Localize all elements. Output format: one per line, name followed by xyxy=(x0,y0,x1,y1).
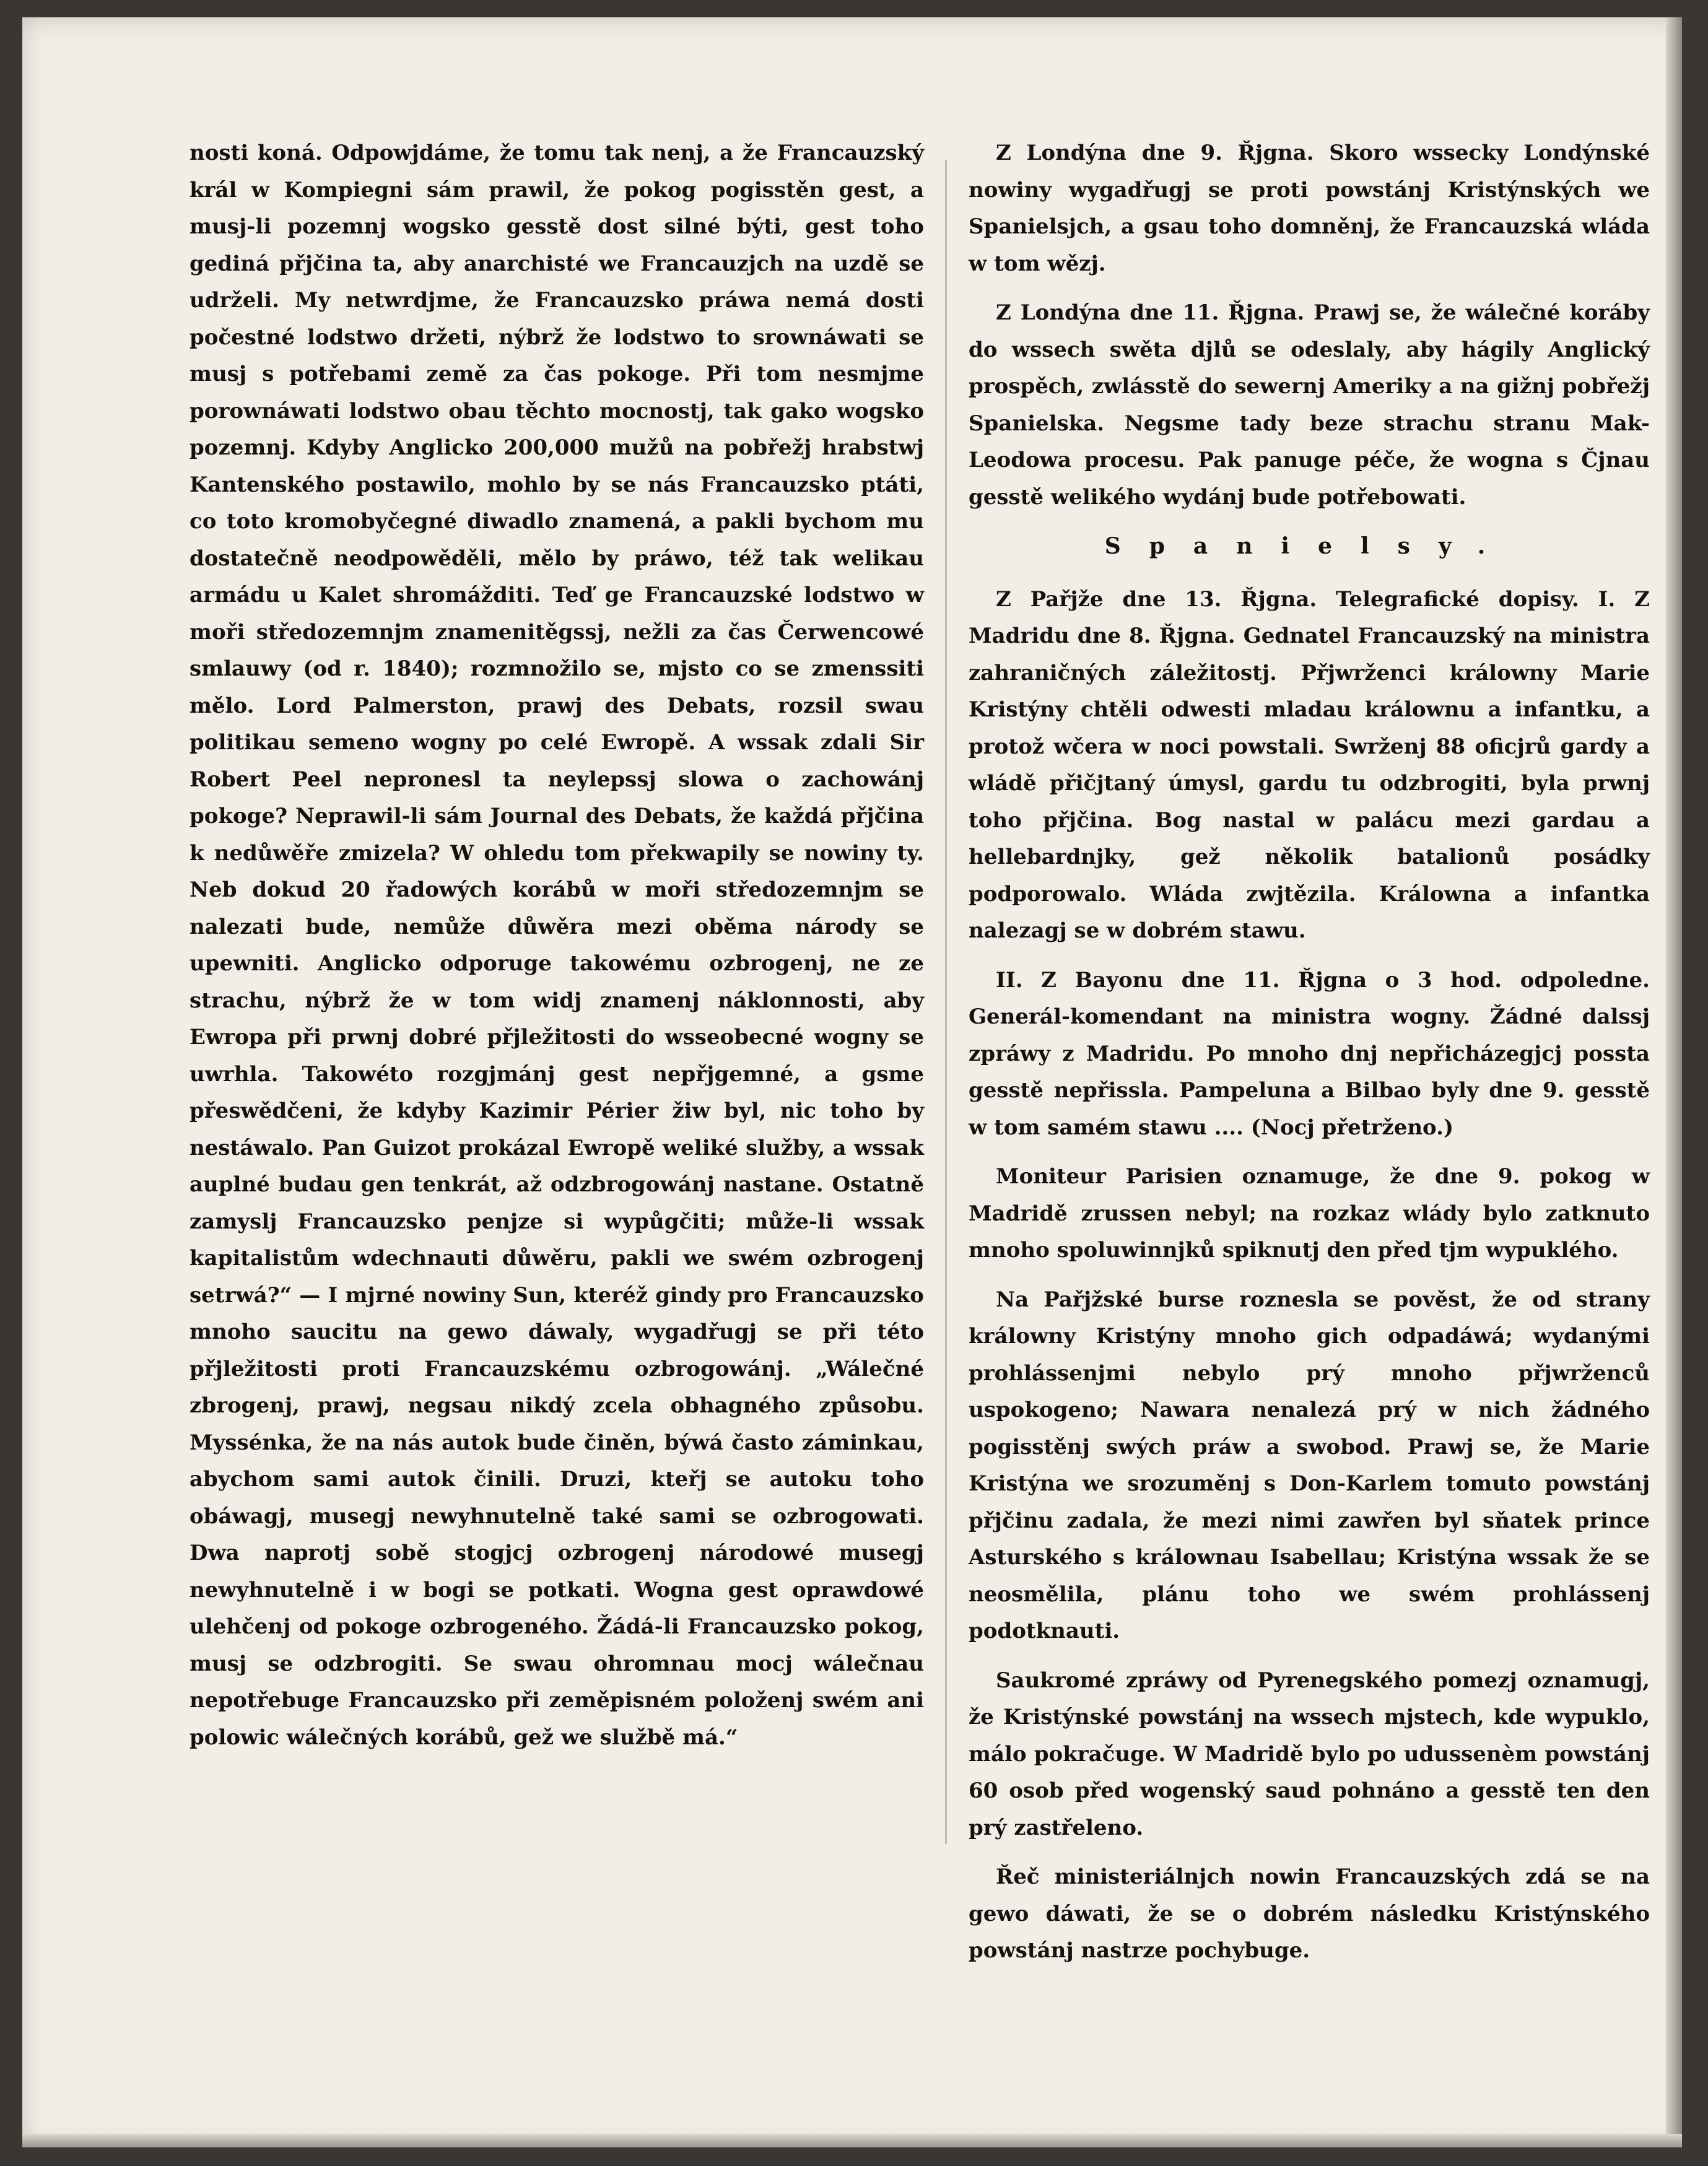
ministerial-newspapers-report: Řeč ministeriálnjch nowin Francauzských zdá se na gewo dáwati, že se o dobrém následku Kristýnského powstánj nastrze pochybuge. xyxy=(969,1864,1650,1963)
paris-bourse-report: Na Pařjžské burse roznesla se pověst, že od strany králowny Kristýny mnoho gich odpadáwá; wydanými prohlássenjmi nebylo prý mnoho přjwrženců uspokogeno; Nawara nenalezá prý w nich žádného pogisstěnj swých práw a swobod. Prawj se, že Marie Kristýna we srozuměnj s Don-Karlem tomuto powstánj přjčinu zadala, že mezi nimi zawřen byl sňatek prince Asturského s králownau Isabellau; Kristýna wssak že se neosmělila, plánu toho we swém prohlássenj podotknauti. xyxy=(969,1287,1650,1643)
right-column xyxy=(969,135,1650,1982)
pyrenees-private-report: Saukromé zpráwy od Pyrenegského pomezj oznamugj, že Kristýnské powstánj na wssech mjstech, kde wypuklo, málo pokračuge. W Madridě bylo po udussenèm powstánj 60 osob před wogenský saud pohnáno a gesstě ten den prý zastřeleno. xyxy=(969,1668,1650,1840)
paris-telegraph-report: Z Pařjže dne 13. Řjgna. Telegrafické dopisy. I. Z Madridu dne 8. Řjgna. Gednatel Francauzský na ministra zahraničných záležitostj. Přjwrženci králowny Marie Kristýny chtěli odwesti mladau králownu a infantku, a protož wčera w noci powstali. Swrženj 88 oficjrů gardy a wládě přičjtaný úmysl, gardu tu odzbrogiti, byla prwnj toho přjčina. Bog nastal w palácu mezi gardau a hellebardnjky, gež několik batalionů posádky podporowalo. Wláda zwjtězila. Králowna a infantka nalezagj se w dobrém stawu. xyxy=(969,586,1650,943)
london-report-oct-9: Z Londýna dne 9. Řjgna. Skoro wssecky Londýnské nowiny wygadřugj se proti powstánj Kristýnských we Spanielsjch, a gsau toho domněnj, že Francauzská wláda w tom wězj. xyxy=(969,141,1650,276)
page-edge-shadow-bottom xyxy=(22,2134,1682,2147)
bayonne-report: II. Z Bayonu dne 11. Řjgna o 3 hod. odpoledne. Generál-komendant na ministra wogny. Žádné dalssj zpráwy z Madridu. Po mnoho dnj nepřicházegjcj possta gesstě nepřissla. Pampeluna a Bilbao byly dne 9. gesstě w tom samém stawu .... (Nocj přetrženo.) xyxy=(969,967,1650,1140)
left-column-paragraph: nosti koná. Odpowjdáme, že tomu tak nenj, a že Francauzský král w Kompiegni sám prawil, že pokog pogisstěn gest, a musj-li pozemnj wogsko gesstě dost silné býti, gest toho gediná přjčina ta, aby anarchisté we Francauzjch na uzdě se udrželi. My netwrdjme, že Francauzsko práwa nemá dosti počestné lodstwo držeti, nýbrž že lodstwo to srownáwati se musj s potřebami země za čas pokoge. Při tom nesmjme porownáwati lodstwo obau těchto mocnostj, tak gako wogsko pozemnj. Kdyby Anglicko 200,000 mužů na pobřežj hrabstwj Kantenského postawilo, mohlo by se nás Francauzsko ptáti, co toto kromobyčegné diwadlo znamená, a pakli bychom mu dostatečně neodpowěděli, mělo by práwo, též tak welikau armádu u Kalet shromážditi. Teď ge Francauzské lodstwo w moři středozemnjm znamenitěgssj, nežli za čas Čerwencowé smlauwy (od r. 1840); rozmnožilo se, mjsto co se zmenssiti mělo. Lord Palmerston, prawj des Debats, rozsil swau politikau semeno wogny po celé Ewropě. A wssak zdali Sir Robert Peel nepronesl ta neylepssj slowa o zachowánj pokoge? Neprawil-li sám Journal des Debats, že každá přjčina k nedůwěře zmizela? W ohledu tom překwapily se nowiny ty. Neb dokud 20 řadowých korábů w moři středozemnjm se nalezati bude, nemůže důwěra mezi oběma národy se upewniti. Anglicko odporuge takowému ozbrogenj, ne ze strachu, nýbrž že w tom widj znamenj náklonnosti, aby Ewropa při prwnj dobré přjležitosti do wsseobecné wogny se uwrhla. Takowéto rozgjmánj gest nepřjgemné, a gsme přeswědčeni, že kdyby Kazimir Périer žiw byl, nic toho by nestáwalo. Pan Guizot prokázal Ewropě weliké služby, a wssak auplné budau gen tenkrát, až odzbrogowánj nastane. Ostatně zamyslj Francauzsko penjze si wypůgčiti; může-li wssak kapitalistům wdechnauti důwěru, pakli we swém ozbrogenj setrwá?“ — I mjrné nowiny Sun, kteréž gindy pro Francauzsko mnoho saucitu na gewo dáwaly, wygadřugj se při této přjležitosti proti Francauzskému ozbrogowánj. „Wálečné zbrogenj, prawj, negsau nikdý zcela obhagného způsobu. Myssénka, že na nás autok bude činěn, býwá často záminkau, abychom sami autok činili. Druzi, kteřj se autoku toho obáwagj, musegj newyhnutelně také sami se ozbrogowati. Dwa naprotj sobě stogjcj ozbrogenj národowé musegj newyhnutelně i w bogi se potkati. Wogna gest oprawdowé ulehčenj od pokoge ozbrogeného. Žádá-li Francauzsko pokog, musj se odzbrogiti. Se swau ohromnau mocj wálečnau nepotřebuge Francauzsko při zeměpisném položenj swém ani polowic wálečných korábů, gež we službě má.“ xyxy=(190,141,924,1750)
page-edge-shadow-right xyxy=(1666,17,1682,2147)
newspaper-page xyxy=(22,17,1682,2147)
london-report-oct-11: Z Londýna dne 11. Řjgna. Prawj se, že wálečné koráby do wssech swěta djlů se odeslaly, aby hágily Anglický prospěch, zwlásstě do sewernj Ameriky a na gižnj pobřežj Spanielska. Negsme tady beze strachu stranu Mak-Leodowa procesu. Pak panuge péče, že wogna s Čjnau gesstě welikého wydánj bude potřebowati. xyxy=(969,300,1650,510)
moniteur-report: Moniteur Parisien oznamuge, že dne 9. pokog w Madridě zrussen nebyl; na rozkaz wlády bylo zatknuto mnoho spoluwinnjků spiknutj den před tjm wypuklého. xyxy=(969,1164,1650,1263)
section-heading-spain: Spanielsy. xyxy=(1104,533,1514,559)
left-column xyxy=(190,135,924,1756)
column-gutter xyxy=(945,160,947,1844)
